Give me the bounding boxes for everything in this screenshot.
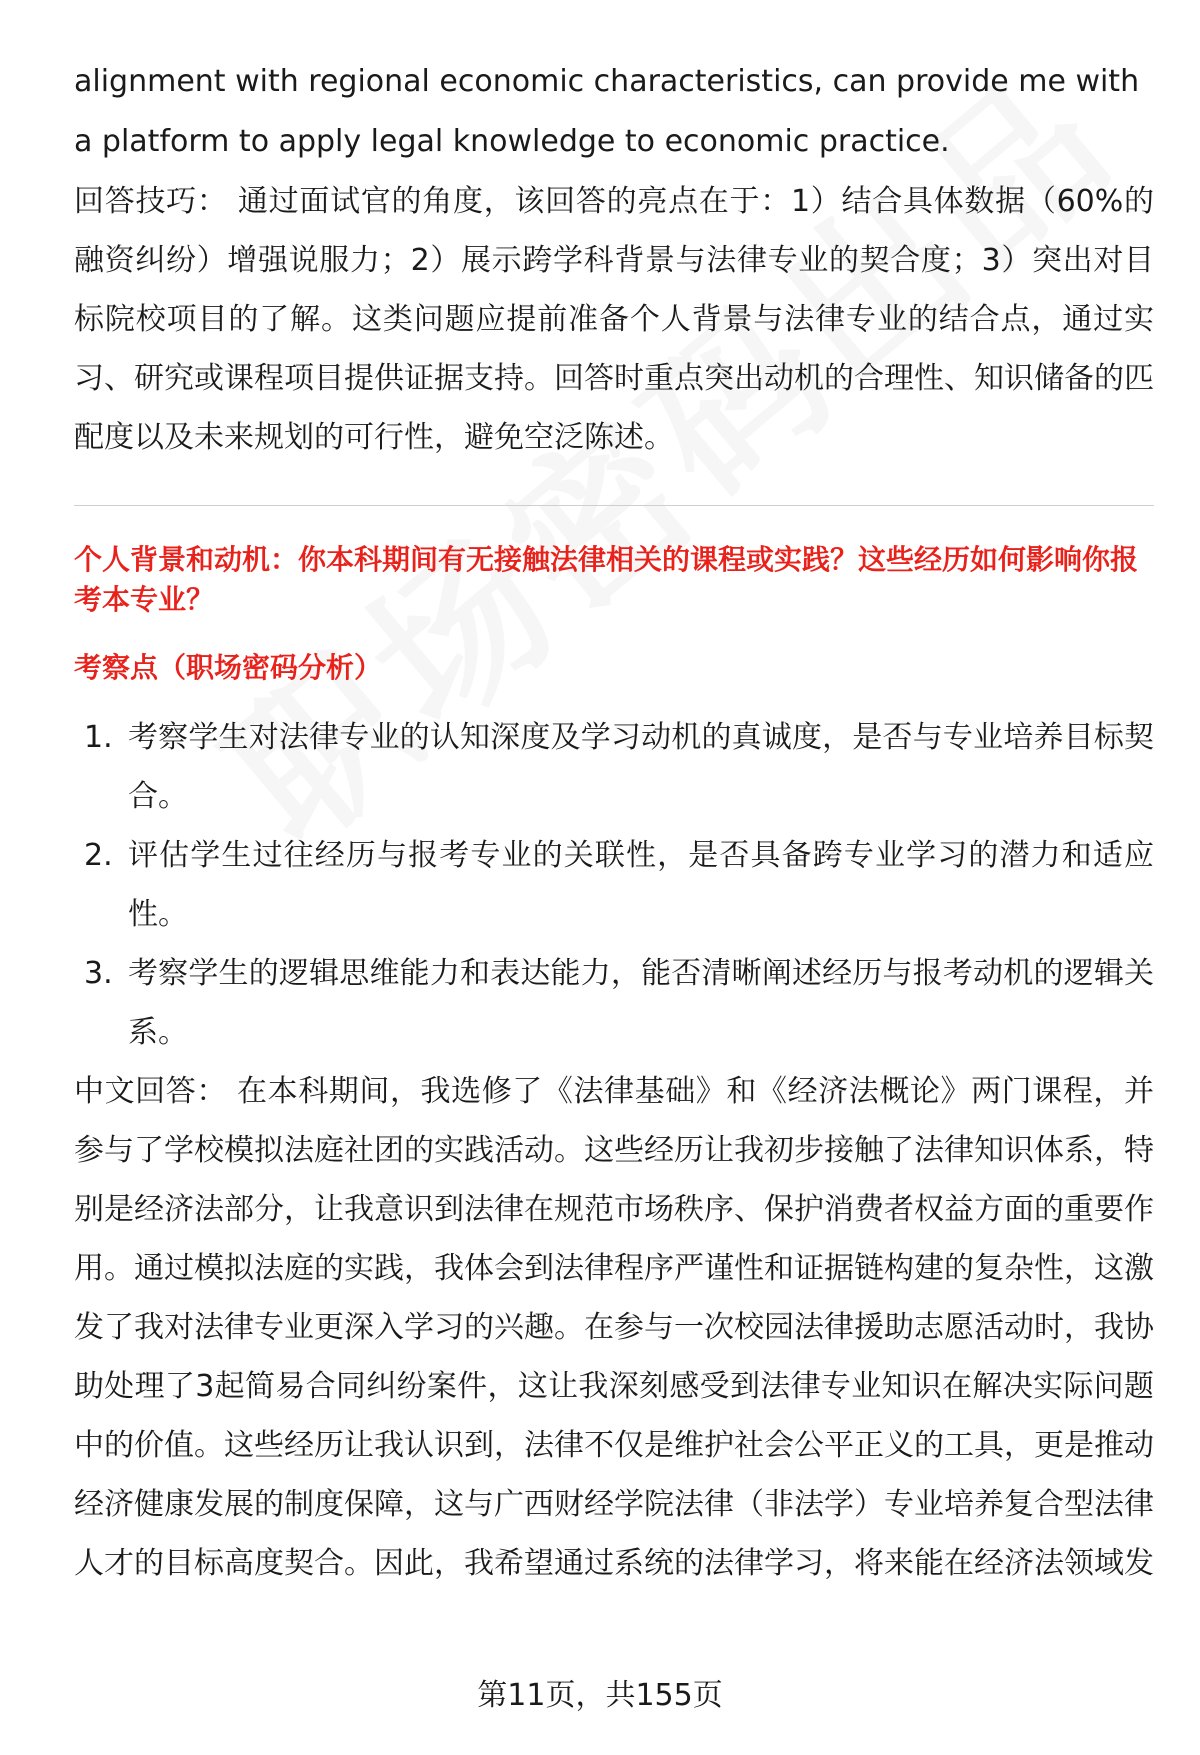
chinese-answer-paragraph xyxy=(74,1062,1154,1593)
answer-tip-paragraph xyxy=(74,172,1154,467)
answer-tip-label: 回答技巧： xyxy=(74,184,228,219)
list-item-text: 考察学生的逻辑思维能力和表达能力，能否清晰阐述经历与报考动机的逻辑关系。 xyxy=(128,956,1154,1050)
list-item xyxy=(74,944,1154,1062)
section-divider xyxy=(74,505,1154,506)
page-number-footer: 第11页，共155页 xyxy=(477,1678,723,1713)
list-item-text: 评估学生过往经历与报考专业的关联性，是否具备跨专业学习的潜力和适应性。 xyxy=(128,838,1154,932)
list-item xyxy=(74,826,1154,944)
list-item-text: 考察学生对法律专业的认知深度及学习动机的真诚度，是否与专业培养目标契合。 xyxy=(128,720,1154,814)
list-item-number: 3. xyxy=(84,956,113,991)
question-heading: 个人背景和动机：你本科期间有无接触法律相关的课程或实践？这些经历如何影响你报考本专业？ xyxy=(74,543,1139,616)
page-content xyxy=(74,52,1154,1593)
chinese-answer-text: 在本科期间，我选修了《法律基础》和《经济法概论》两门课程，并参与了学校模拟法庭社团的实践活动。这些经历让我初步接触了法律知识体系，特别是经济法部分，让我意识到法律在规范市场秩序、保护消费者权益方面的重要作用。通过模拟法庭的实践，我体会到法律程序严谨性和证据链构建的复杂性，这激发了我对法律专业更深入学习的兴趣。在参与一次校园法律援助志愿活动时，我协助处理了3起简易合同纠纷案件，这让我深刻感受到法律专业知识在解决实际问题中的价值。这些经历让我认识到，法律不仅是维护社会公平正义的工具，更是推动经济健康发展的制度保障，这与广西财经学院法律（非法学）专业培养复合型法律人才的目标高度契合。因此，我希望通过系统的法律学习，将来能在经济法领域发 xyxy=(74,1074,1154,1581)
english-answer-continuation: alignment with regional economic characteristics, can provide me with a platform to apply legal knowledge to economic practice. xyxy=(74,64,1140,159)
list-item-number: 2. xyxy=(84,838,113,873)
chinese-answer-label: 中文回答： xyxy=(74,1074,227,1109)
list-item-number: 1. xyxy=(84,720,113,755)
analysis-heading: 考察点（职场密码分析） xyxy=(74,651,383,684)
list-item xyxy=(74,708,1154,826)
answer-tip-text: 通过面试官的角度，该回答的亮点在于：1）结合具体数据（60%的融资纠纷）增强说服力；2）展示跨学科背景与法律专业的契合度；3）突出对目标院校项目的了解。这类问题应提前准备个人背景与法律专业的结合点，通过实习、研究或课程项目提供证据支持。回答时重点突出动机的合理性、知识储备的匹配度以及未来规划的可行性，避免空泛陈述。 xyxy=(74,184,1154,455)
analysis-points-list xyxy=(74,708,1154,1062)
